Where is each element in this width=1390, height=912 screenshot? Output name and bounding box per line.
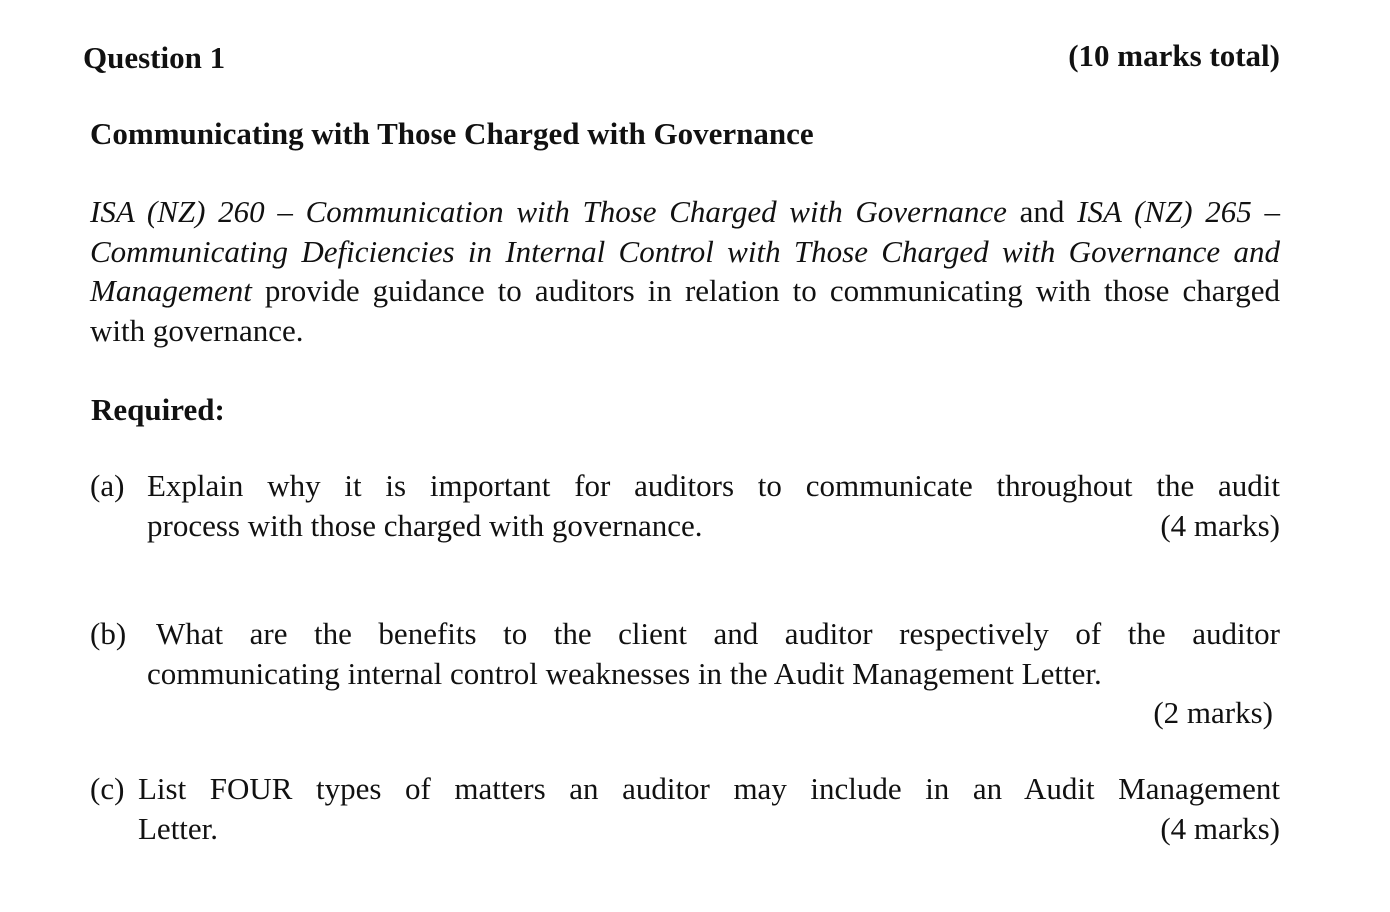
question-title: Question 1	[83, 40, 226, 75]
part-c-line-1: List FOUR types of matters an auditor may include in an Audit Management	[138, 771, 1280, 806]
required-heading: Required:	[91, 392, 225, 427]
part-a	[90, 466, 1280, 545]
part-b-label: (b)	[90, 616, 127, 651]
part-b-line-2: communicating internal control weaknesses in the Audit Management Letter.	[147, 655, 1102, 691]
part-a-line-1: Explain why it is important for auditors to communicate throughout the audit	[147, 468, 1280, 503]
part-c-line-2: Letter.	[138, 810, 219, 846]
intro-paragraph	[90, 192, 1280, 350]
intro-and: and	[1019, 194, 1065, 229]
part-c-label: (c)	[90, 771, 125, 806]
intro-rest: provide guidance to auditors in relation to communicating with those charged with governance.	[90, 273, 1280, 348]
part-b-line-1: What are the benefits to the client and auditor respectively of the auditor	[156, 616, 1280, 651]
part-c	[90, 769, 1280, 848]
part-a-marks: (4 marks)	[1160, 507, 1280, 543]
isa-265-reference: ISA (NZ) 265 – Communicating Deficiencies in Internal Control with Those Charged with Governance and Management	[90, 194, 1281, 308]
question-total-marks: (10 marks total)	[1068, 38, 1280, 73]
part-c-marks: (4 marks)	[1160, 810, 1280, 846]
isa-260-reference: ISA (NZ) 260 – Communication with Those Charged with Governance	[90, 194, 1007, 229]
part-b-marks: (2 marks)	[1153, 695, 1273, 730]
question-topic: Communicating with Those Charged with Governance	[90, 116, 814, 151]
part-a-line-2: process with those charged with governance.	[147, 507, 703, 543]
part-b	[90, 614, 1280, 733]
part-a-label: (a)	[90, 468, 125, 503]
